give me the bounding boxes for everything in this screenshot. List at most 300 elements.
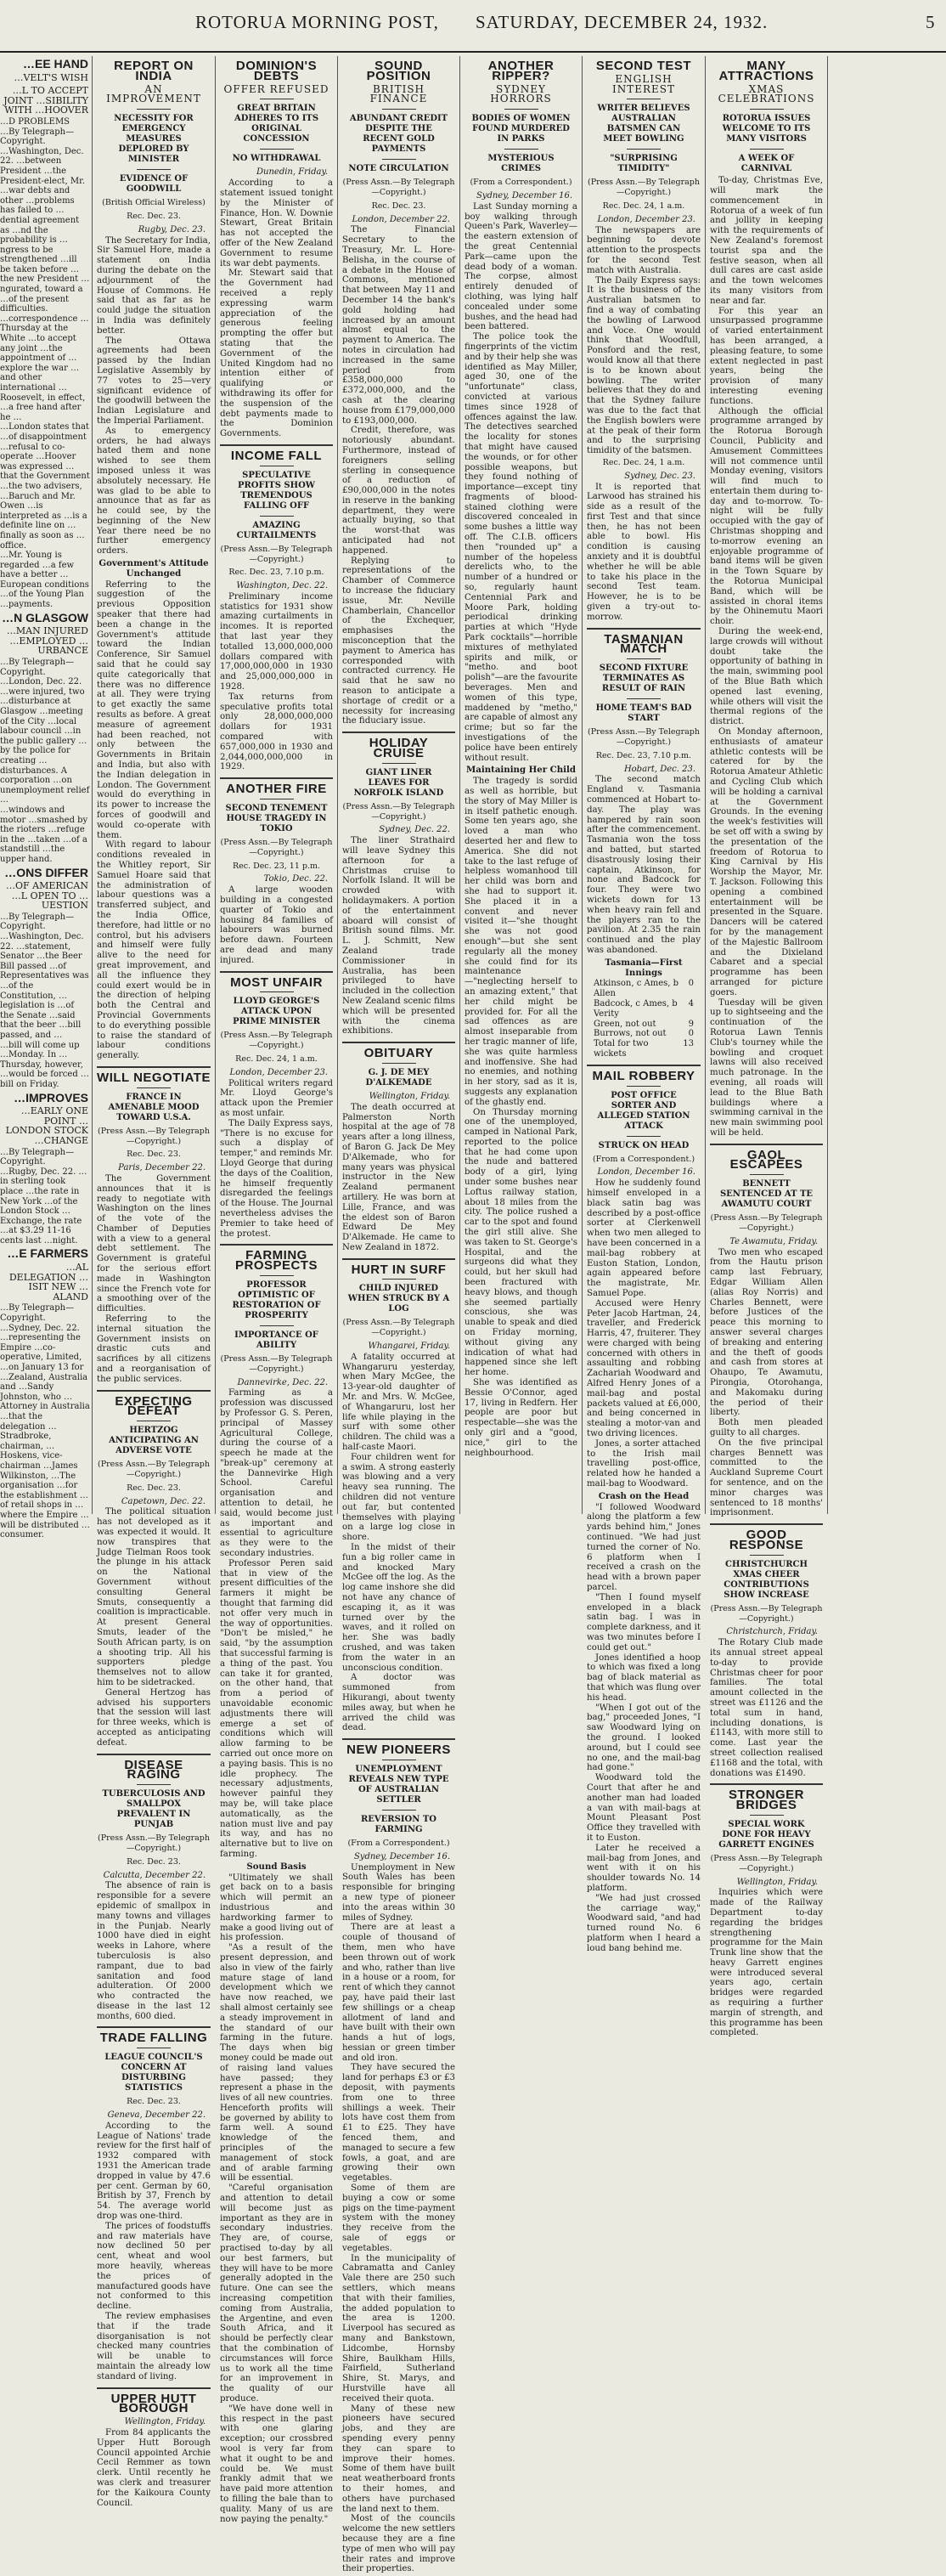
deck: NECESSITY FOR EMERGENCY MEASURES DEPLORED BY MINISTER [114,114,194,165]
fragment-paragraph: …By Telegraph—Copyright. [0,1147,75,1167]
deck: NOTE CIRCULATION [348,164,449,174]
received-time: Rec. Dec. 23, 7.10 p.m. [595,750,692,760]
paragraph: Credit, therefore, was notoriously abundant. Furthermore, instead of foreigners selling sterling in consequence of a reduction of £90,000,000 in the notes in reserve in the banking department, they were actually buying, so that the worst-that was anticipated had not happened. [342,426,455,556]
paragraph: The political situation has not developed as it was expected it would. It now transpires that Judge Tielman Roos took the plunge in his attack on the National Government without consulting General Smuts, consequently a coalition is impracticable. At present General Smuts, leader of the South African party, is on a shooting trip. All his supporters pledge themselves not to allow him to be sidetracked. [97,1507,211,1687]
paragraph: On Monday afternoon, enthusiasts of amateur athletic contests will be catered for by the Rotorua Amateur Athletic and Cycling Club which will be holding a carnival at the Government Grounds. In the evening the week's festivities will be set off with a swing by the presentation of the freedom of Rotorua to King Carnival by His Worship the Mayor, Mr. T. Jackson. Following this opening a combined entertainment will be presented in the Square. Dancers will be catered for by the management of the Majestic Ballroom and the Dixieland Cabaret and a special programme has been arranged for picture goers. [710,727,823,997]
paragraph: Jones identified a hoop to which was fixed a long bag of black material as that which was flung over his head. [587,1652,701,1703]
wire-credit: (Press Assn.—By Telegraph—Copyright.) [710,1213,823,1234]
masthead-date: SATURDAY, DECEMBER 24, 1932. [476,12,769,32]
paragraph: Referring to the suggestion of the previous Opposition speaker that there had been a change in the Government's attitude toward the Indian Conference, Sir Samuel said that he could say quite categorically that there was no difference at all. They were trying to get exactly the same results as before. A great measure of agreement had been reached, not only between the Governments in Britain and India, but also with the Indian delegation in London. The Government would do everything in its power to increase the forces of goodwill and would co-operate with them. [97,579,211,840]
wire-credit: (Press Assn.—By Telegraph—Copyright.) [342,801,455,822]
score-row [587,1029,701,1039]
subheadline: SYDNEY HORRORS [490,82,552,105]
fragment-paragraph: …Washington, Dec. 22. …statement, Senator …the Beer Bill passed …of Representatives was …of the Constitution, …legislation is …of the Senate …said that the beer …bill passed, and … [0,932,89,1040]
fragment-paragraph: …windows and motor …smashed by the rioters …refuge in the …taken …of a standstill …the upper hand. [0,805,88,864]
paragraph: Woodward told the Court that after he and another man had loaded a van with mail-bags at Mount Pleasant Post Office they travelled with it to Euston. [587,1773,701,1843]
deck: CHRISTCHURCH XMAS CHEER CONTRIBUTIONS SHOW INCREASE [724,1559,809,1600]
paragraph: It is reported that Larwood has strained his side as a result of the first Test and that since then, he has not been able to bowl. His condition is causing anxiety and it is doubtful whether he will be able to take his place in the second Test team. However, he is to be given a try-out to-morrow. [587,482,701,622]
article [217,444,336,774]
fragment-headline: …ONS DIFFER [4,865,88,879]
score-total [587,1039,701,1059]
deck: PROFESSOR OPTIMISTIC OF RESTORATION OF PROSPERITY [232,1280,321,1320]
article-body [342,1103,455,1253]
fragment-paragraph: …correspondence …Thursday at the White …to accept any joint …the appointment of …explore the war …and other international …Roosevelt, in effect, …a free hand after he … [0,314,89,422]
article-body [587,226,701,456]
deck: REVERSION TO FARMING [360,1814,436,1834]
deck-rule [137,169,171,170]
deck: BODIES OF WOMEN FOUND MURDERED IN PARKS [471,114,571,144]
article-body [587,1503,701,1954]
wire-credit: (Press Assn.—By Telegraph—Copyright.) [710,1853,823,1873]
article [707,1783,826,2040]
deck: CHILD INJURED WHEN STRUCK BY A LOG [347,1284,450,1314]
fragment-paragraph: …By Telegraph—Copyright. [0,658,75,677]
article [707,1523,826,1780]
deck-rule [382,1279,416,1280]
fragment-paragraph: …Mr. Young is regarded …a few have a better …European conditions …of the Young Plan …payments. [0,551,89,610]
deck: LEAGUE COUNCIL'S CONCERN AT DISTURBING STATISTICS [104,2053,203,2093]
fragment-deck: …L TO ACCEPT JOINT …SIBILITY WITH …HOOVER [3,85,88,116]
article [339,732,459,1038]
article [217,971,336,1241]
paragraph: Referring to the internal situation the Government insists on drastic cuts and sacrifices by all citizens and a reorganisation of the public services. [97,1314,211,1384]
deck-rule [750,149,784,150]
deck: LLOYD GEORGE'S ATTACK UPON PRIME MINISTER [233,997,320,1027]
article-body [465,777,577,1458]
headline: INCOME FALL [230,448,323,463]
deck: SPECIAL WORK DONE FOR HEAVY GARRETT ENGINES [718,1819,814,1850]
wire-credit: (Press Assn.—By Telegraph—Copyright.) [97,1833,211,1853]
fragment-headline: …IMPROVES [14,1090,88,1104]
paragraph: Accused were Henry Peter Jacob Hartman, 24, traveller, and Frederick Harris, 47, fruiterer. They were charged with being concerned with others in assaulting and robbing Zachariah Woodward and Alfred Henry Jones of a mail-bag and postal packets valued at £6,000, and being concerned in stealing a motor-van and two driving licences. [587,1298,701,1439]
total-runs: 13 [683,1039,694,1049]
dateline: London, December 22. [352,214,450,224]
deck: EVIDENCE OF GOODWILL [119,174,189,195]
deck-rule [750,1555,784,1556]
paragraph: "When I got out of the bag," proceeded Jones, "I saw Woodward lying on the ground. I looked around, but I could see no one, and the mail-bag had gone." [587,1703,701,1773]
fragment-paragraph: …Rugby, Dec. 22. …in sterling took place …the rate in New York …of the London Stock …Exchange, the rate …at $3.29 11-16 cents last …night. [0,1167,87,1246]
article [93,2026,214,2383]
article-body [97,2428,211,2508]
fragment-paragraph: …By Telegraph—Copyright. [0,1303,75,1324]
article [339,1738,459,2576]
headline: GAOL ESCAPEES [729,1147,803,1172]
paragraph: Although the official programme arranged by the Rotorua Borough Council, Publicity and Amusement Committees will not commence until Monday evening, visitors will find much to entertain them during to-day and to-morrow. To-night will be fully occupied with the gay of Christmas shopping and to-morrow evening an enjoyable programme of band items will be given in the Town Square by the Rotorua Municipal Band, which will be assisted in choral items by the Ohinemutu Maori choir. [710,406,823,627]
wire-credit: (From a Correspondent.) [347,1838,450,1848]
deck-rule [137,109,171,110]
fragment-article [0,610,90,865]
paragraph: Unemployment in New South Wales has been responsible for bringing a new type of pioneer into the areas within 30 miles of Sydney. [342,1862,455,1923]
article-body [220,178,333,439]
paragraph: The tragedy is sordid as well as horrible, but the story of May Miller is in itself pathetic enough. Some ten years ago, she loved a man who deserted her and flew to America. She did not take to the last refuge of helpless womanhood till her child was born and she had to support it. She placed it in a convent and never visited it—"she thought she was not good enough"—but she sent regularly all the money she could find for its maintenance—"neglecting herself to an amazing extent," that her child might be provided for. For all the sad offences as are almost inseparable from her tragic manner of life, she was quite harmless and inoffensive. She had no enemies, and nothing in her story, sad as it is, suggests any explanation of the ghastly end. [465,777,577,1107]
paragraph: According to the League of Nations' trade review for the first half of 1932 compared with 1931 the American trade dropped in value by 47.6 per cent. German by 60, British by 37, French by 54. The average world drop was one-third. [97,2121,211,2222]
paragraph: She was identified as Bessie O'Connor, aged 17, living in Redfern. Her people are poor but respectable—she was the only girl and a "good, nice," girl to the neighbourhood. [465,1378,577,1458]
crosshead: Sound Basis [246,1861,307,1872]
masthead [0,0,946,51]
paragraph: How he suddenly found himself enveloped in a black satin bag was described by a post-office sorter at Clerkenwell when two men alleged to have been concerned in a mail-bag robbery at Euston Station, London, again appeared before the magistrate, Mr. Samuel Pope. [587,1178,701,1298]
received-time: Rec. Dec. 24, 1 a.m. [602,457,685,467]
deck-rule [260,1275,294,1276]
wire-credit: (Press Assn.—By Telegraph—Copyright.) [220,1031,333,1051]
article-body [220,1873,333,2525]
headline: SECOND TEST [595,59,692,73]
deck-rule [382,763,416,764]
deck: HOME TEAM'S BAD START [595,703,692,724]
article [93,56,214,1063]
paragraph: The Daily Express says: It is the business of the Australian batsmen to find a way of combating the bowling of Larwood and Voce. One would think that Woodfull, Ponsford and the rest, would know all that there is to be known about bowling. The writer believes that they do and that the Sydney failure was due to the fact that the English bowlers were at the peak of their form and to the surprising timidity of the batsmen. [587,275,701,456]
paragraph: During the week-end, large crowds will without doubt take the opportunity of bathing in the main, swimming pool of the Blue Bath which opened last evening, while others will visit the thermal regions of the district. [710,627,823,727]
dateline: Sydney, Dec. 23. [624,471,695,481]
wire-credit: (Press Assn.—By Telegraph—Copyright.) [342,1318,455,1338]
dateline: Wellington, Friday. [124,2417,206,2427]
crosshead: Crash on the Head [598,1490,690,1501]
paragraph: The Daily Express says, "There is no excuse for such a display of temper," and reminds Mr. Lloyd George that during the days of the Coalition, he himself frequently disregarded the feelings of the House. The Journal nevertheless advises the Premier to take heed of the protest. [220,1118,333,1239]
headline: WILL NEGOTIATE [97,1070,211,1085]
subheadline: XMAS CELEBRATIONS [718,82,815,105]
subheadline: AN IMPROVEMENT [106,82,201,105]
paragraph: Inquiries which were made of the Railway Department to-day regarding the bridges strengthening programme for the Main Trunk line show that the heavy Garrett engines were introduced several years ago, certain bridges were regarded as requiring a further margin of strength, and this programme has been completed. [710,1888,823,2038]
paragraph: "We had just crossed the carriage way," Woodward said, "and had turned round No. 6 platform when I heard a loud bang behind me. [587,1893,701,1953]
paragraph: In the municipality of Cabramatta and Canley Vale there are 250 such settlers, which means that with their families, the added population to the area is 1200. Liverpool has secured as many and Bankstown, Lidcombe, Hornsby Shire, Baulkham Hills, Fairfield, Sutherland Shire, St. Marys, and Hurstville have all received their quota. [342,2253,455,2404]
paragraph: Tuesday will be given up to sightseeing and the continuation of the Rotorua Lawn Tennis Club's tourney while the bowling and croquet lawns will also received much patronage. In the evening, all roads will lead to the Blue Bath buildings where a swimming carnival in the new main swimming pool will be held. [710,997,823,1138]
paragraph: They have secured the land for perhaps £3 or £3 deposit, with payments from one to three shillings a week. Their lots have cost them from £1 to £25. They have fenced them, and managed to secure a few fowls, a goat, and are growing their own vegetables. [342,2063,455,2183]
paragraph: The police took the fingerprints of the victim and by their help she was identified as May Miller, aged 30, one of the "unfortunate" class, convicted at various times since 1928 of offences against the law. The detectives searched the locality for stones that might have caused the wounds, or for other possible weapons, but they found nothing of importance—except tiny fragments of blood-stained clothing were discovered concealed in some bushes a little way off. The C.I.B. officers then "rounded up" a number of the hopeless derelicts who, to the number of a hundred or so, regularly haunt Centennial Park and Moore Park, holding periodical drinking parties at which "Hyde Park cocktails"—horrible mixtures of methylated spirits and milk, or "metho. and boot polish"—are the favourite beverages. Men and women of this type, maddened by "metho," are capable of almost any crime; but so far the investigations of the police have been entirely without result. [465,332,577,763]
paragraph: In the midst of their fun a big roller came in and knocked Mary McGee off the log. As the log came inshore she did not have any chance of escaping it, as it was turned over by the waves, and it rolled on her. She was badly crushed, and was taken from the water in an unconscious condition. [342,1543,455,1673]
article [93,2387,214,2511]
batsman: Green, not out [594,1019,656,1029]
received-time: Rec. Dec. 24, 1 a.m. [235,1054,318,1064]
wire-credit: (Press Assn.—By Telegraph—Copyright.) [220,838,333,857]
score-row [587,1020,701,1030]
dateline: Paris, December 22. [118,1163,206,1173]
article-body [587,1178,701,1489]
column-1 [93,56,214,2508]
headline: UPPER HUTT BOROUGH [110,2391,197,2416]
article [583,628,704,1061]
article-body [342,1863,455,2575]
received-time: Rec. Dec. 23, 7.10 p.m. [228,568,324,578]
article [339,56,459,728]
deck-rule [260,149,294,150]
article-body [465,202,577,764]
article [583,1065,704,1956]
received-time: Rec. Dec. 23. [371,201,426,211]
total-label: Total for two wickets [594,1039,649,1059]
paragraph: To-day, Christmas Eve, will mark the commencement in Rotorua of a week of fun and jollity in keeping with the requirements of New Zealand's foremost tourist spa and the festive season, when all dull cares are cast aside and the town welcomes its many visitors from near and far. [710,176,823,306]
paragraph: The Ottawa agreements had been passed by the Indian Legislative Assembly by 77 votes to 25—very significant evidence of the goodwill between the Indian Legislature and the Imperial Parliament. [97,336,211,426]
deck: MYSTERIOUS CRIMES [487,154,555,174]
article-body [220,1388,333,1859]
dateline: Sydney, December 16. [353,1851,450,1861]
received-time: Rec. Dec. 23. [127,211,181,221]
batsman: Atkinson, c Ames, b Allen [594,979,679,999]
headline: NEW PIONEERS [346,1743,451,1758]
masthead-rule [0,51,946,53]
wire-credit: (Press Assn.—By Telegraph—Copyright.) [587,727,701,748]
crosshead: Government's Attitude Unchanged [99,558,209,579]
fragment-paragraph: …By Telegraph—Copyright. [0,127,75,147]
dateline: London, December 16. [597,1167,695,1178]
article-body [220,592,333,772]
deck: STRUCK ON HEAD [598,1140,690,1150]
wire-credit: (Press Assn.—By Telegraph—Copyright.) [710,1603,823,1624]
article [339,1042,459,1255]
article [707,1144,826,1521]
runs: 9 [688,1019,694,1029]
deck-rule [750,109,784,110]
deck: IMPORTANCE OF ABILITY [234,1330,318,1350]
paragraph: The second match England v. Tasmania commenced at Hobart to-day. The play was hampered by rain soon after the commencement. Tasmania won the toss and batted, but started disastrously losing their captain, Atkinson, for none and Badcock for four. They were two wickets down for 13 when heavy rain fell and the players ran to the pavilion. At 2.35 the rain continued and the play was abandoned. [587,775,701,955]
fragment-headline: …EE HAND [22,57,88,71]
article-body [97,2121,211,2382]
wire-credit: (Press Assn.—By Telegraph—Copyright.) [220,1353,333,1374]
headline: ANOTHER FIRE [226,782,327,797]
column-6 [707,56,826,2038]
column-3 [339,56,459,2574]
paragraph: The death occurred at Palmerston North hospital at the age of 78 years after a long illness, of Baron G. Jack De Mey D'Alkemade, who for many years was physical instructor in the New Zealand permanent artillery. He was born at Lille, France, and was the eldest son of Baron Edward De Mey D'Alkemade. He came to New Zealand in 1872. [342,1102,455,1252]
deck-rule [137,1784,171,1785]
paragraph: Political writers regard Mr. Lloyd George's attack upon the Premier as most unfair. [220,1078,333,1118]
deck-rule [627,1086,661,1087]
headline: OBITUARY [363,1046,434,1061]
paragraph: As to emergency orders, he had always hated them and none wished to see them imposed unless it was absolutely necessary. He was glad to be able to announce that as far as he could see, by the beginning of the New Year there need be no further emergency orders. [97,426,211,556]
deck-rule [504,109,538,110]
wire-credit: (Press Assn.—By Telegraph—Copyright.) [220,544,333,564]
paragraph: The newspapers are beginning to devote attention to the prospects for the second Test match with Australia. [587,225,701,275]
fragment-paragraph: …Washington, Dec. 22. …between President …the President-elect, Mr. …war debts and other …problems has failed to …dential agreement as …nd the probability is …ngress to be strengthened …ill be taken before …the new President …ngurated, toward a …of the present difficulties. [0,146,90,314]
dateline: Sydney, December 16. [476,190,572,201]
paragraph: "We have done well in this respect in the past with one glaring exception; our crossbred wool is very far from what it ought to be and could be. We must frankly admit that we have paid more attention to filling the bale than to quality. Many of us are now paying the penalty." [220,2404,333,2524]
score-row [587,979,701,999]
deck: A WEEK OF CARNIVAL [738,154,795,174]
fragment-article [0,865,90,1090]
wire-credit: (Press Assn.—By Telegraph—Copyright.) [342,178,455,197]
column-4 [461,56,581,1514]
deck-rule [627,149,661,150]
dateline: Geneva, December 22. [107,2110,206,2121]
deck-rule [382,109,416,110]
dateline: London, December 23. [597,214,695,224]
paragraph: Four children went for a swim. A strong easterly was blowing and a very heavy sea running. The children did not venture out far, but contented themselves with playing on a large log close in shore. [342,1452,455,1543]
score-row [587,999,701,1020]
deck-rule [260,516,294,517]
headline: SOUND POSITION [366,59,431,83]
article-body [342,225,455,726]
wire-credit: (Press Assn.—By Telegraph—Copyright.) [97,1460,211,1480]
paragraph: Jones, a sorter attached to the Irish mail travelling post-office, related how he handed a mail-bag to Woodward. [587,1438,701,1489]
deck-rule [260,1325,294,1326]
fragment-paragraph: …D PROBLEMS [0,116,70,127]
deck: HERTZOG ANTICIPATING AN ADVERSE VOTE [109,1426,199,1456]
received-time: Rec. Dec. 23, 11 p.m. [232,861,321,871]
deck-rule [382,1810,416,1811]
scorecard-title: Tasmania—First Innings [605,957,683,978]
paragraph: According to a statement issued tonight by the Minister of Finance, Hon. W. Downie Stewart, Great Britain has not accepted the offer of the New Zealand Government to resume its war debt payments. [220,178,333,268]
deck-rule [260,991,294,992]
deck: SPECULATIVE PROFITS SHOW TREMENDOUS FALLING OFF [237,470,316,511]
headline: DOMINION'S DEBTS [235,59,318,83]
article [217,1244,336,2526]
article-body [587,483,701,623]
headline: HURT IN SURF [351,1262,447,1277]
dateline: Capetown, Dec. 22. [121,1496,206,1506]
fragment-paragraph: …bill will come up …Monday. In …Thursday, however, …would be forced …bill on Friday. [0,1040,89,1089]
runs: 0 [688,1029,694,1039]
headline: TASMANIAN MATCH [604,631,684,657]
column-2 [217,56,336,2524]
article [583,56,704,624]
paragraph: A large wooden building in a congested quarter of Tokio and housing 84 families of labourers was burned before dawn. Fourteen are dead and many injured. [220,885,333,965]
dateline: Sydney, Dec. 22. [379,825,450,835]
paragraph: The Financial Secretary to the Treasury, Mr. L. Hore-Belisha, in the course of a debate in the House of Commons, mentioned that between May 11 and December 14 the bank's gold holding had increased by an amount almost equal to the payment to America. The notes in circulation had increased in the same period from £358,000,000 to £372,000,000, and the cash at the clearing house from £179,000,000 to £193,000,000. [342,225,455,426]
deck: NO WITHDRAWAL [232,154,321,164]
dateline: Whangarei, Friday. [368,1342,450,1352]
article-body [342,1353,455,1733]
paragraph: A doctor was summoned from Hikurangi, about twenty miles away, but when he arrived the child was dead. [342,1673,455,1733]
paragraph: From 84 applicants the Upper Hutt Borough Council appointed Archie Cecil Remmer as town clerk. Until recently he was clerk and treasurer for the Kaikoura County Council. [97,2427,211,2508]
paragraph: The Government announces that it is ready to negotiate with Washington on the lines of the vote of the Chamber of Deputies with a view to a general debt settlement. The Government is grateful for the serious effort made in Washington since the French vote for a smoothing over of the difficulties. [97,1173,211,1314]
paragraph: The prices of foodstuffs and raw materials have now declined 50 per cent, wheat and wool more heavily, whereas the prices of manufactured goods have not conformed to this decline. [97,2221,211,2312]
received-time: Rec. Dec. 24, 1 a.m. [602,201,685,211]
paragraph: Both men pleaded guilty to all charges. [710,1418,823,1438]
article-body [342,836,455,1037]
headline: TRADE FALLING [99,2031,208,2046]
received-time: Rec. Dec. 23. [127,1856,181,1867]
article-body [710,1638,823,1778]
article-body [97,236,211,557]
article [93,1754,214,2024]
wire-credit: (From a Correspondent.) [470,178,572,188]
fragment-paragraph: …Sydney, Dec. 22. …representing the Empire …co-operative, Limited, …on January 13 for …Zealand, Australia and …Sandy Johnston, who …Attorney in Australia …that the delegation …Stradbroke, chairman, …Hoskens, vice-chairman …James Wilkinston, …The organisation …for the establishment …of retail shops in …where the Empire …will be distributed …consumer. [0,1323,90,1540]
deck: FRANCE IN AMENABLE MOOD TOWARD U.S.A. [108,1092,200,1122]
fragment-paragraph: …By Telegraph—Copyright. [0,912,75,932]
paragraph: For this year an unsurpassed programme of varied entertainment has been arranged, a pleasing feature, to some extent neglected in past years, being the provision of many interesting evening functions. [710,306,823,406]
deck: G. J. DE MEY D'ALKEMADE [365,1067,432,1087]
article [461,56,581,1460]
deck: "SURPRISING TIMIDITY" [610,154,678,174]
paragraph: "I followed Woodward along the platform a few yards behind him," Jones continued. "We had just turned the corner of No. 6 platform when I received a crash on the head with a brown paper parcel. [587,1502,701,1593]
article [707,56,826,1140]
dateline: Christchurch, Friday. [726,1627,818,1637]
deck: GIANT LINER LEAVES FOR NORFOLK ISLAND [353,767,444,798]
batsman: Badcock, c Ames, b Verity [594,998,678,1019]
article-body [220,1079,333,1240]
article-body [97,1174,211,1385]
deck-rule [137,1087,171,1088]
headline: REPORT ON INDIA [114,59,194,83]
received-time: Rec. Dec. 23. [127,2097,181,2107]
fragment-paragraph: …London states that …of disappointment …refusal to co-operate …Hoover was expressed …that the Government …the two advisers, …Baruch and Mr. Owen …is interpreted as …is a definite line on …finally as soon as …office. [0,422,90,551]
deck: AMAZING CURTAILMENTS [236,520,317,540]
headline: GOOD RESPONSE [729,1528,804,1552]
runs: 4 [688,998,694,1008]
fragment-deck: …EARLY ONE POINT …LONDON STOCK …CHANGE [5,1105,88,1146]
paragraph: The Rotary Club made its annual street appeal to-day to provide Christmas cheer for poor families. The total amount collected in the street was £1126 and the total sum in hand, including donations, is £1143, with more still to come. Last year the street collection realised £1168 and the total, with donations was £1490. [710,1638,823,1778]
wire-credit: (Press Assn.—By Telegraph—Copyright.) [587,178,701,198]
paragraph: General Hertzog has advised his supporters that the session will last for three weeks, which is accepted as anticipating defeat. [97,1687,211,1748]
paragraph: Tax returns from speculative profits total only 28,000,000,000 dollars for 1931 compared with 657,000,000 in 1930 and 2,044,000,000,000 in 1929. [220,692,333,772]
paragraph: A fatality occurred at Whangaruru yesterday, when Mary McGee, the 13-year-old daughter of Mr. and Mrs. W. McGee, of Whangaruru, lost her life while playing in the surf with some other children. The child was a half-caste Maori. [342,1352,455,1453]
column-5 [583,56,704,1953]
dateline: Dannevirke, Dec. 22. [237,1377,328,1387]
article-body [710,1888,823,2038]
deck: SECOND FIXTURE TERMINATES AS RESULT OF RAIN [599,664,689,694]
paragraph: "Then I found myself enveloped in a black satin bag. I was in complete darkness, and it was two minutes before I could get out." [587,1592,701,1652]
article-body [220,885,333,965]
runs: 0 [688,979,694,989]
crosshead: Maintaining Her Child [465,765,577,776]
headline: FARMING PROSPECTS [234,1248,318,1274]
dateline: Wellington, Friday. [736,1877,818,1887]
deck-rule [382,159,416,160]
paragraph: Farming as a profession was discussed by Professor G. S. Peren, principal of Massey Agricultural College, during the course of a speech he made at the "break-up" ceremony at the Dannevirke High School. Careful organisation and attention to detail, he said, would become just as important and essential to agriculture as they were to the secondary industries. [220,1388,333,1559]
deck-rule [750,1815,784,1816]
fragment-article [0,1090,90,1246]
deck-rule [627,698,661,699]
paragraph: Preliminary income statistics for 1931 show amazing curtailments in incomes. It is reported that last year they totalled 13,000,000,000 dollars compared with 17,000,000,000 in 1930 and 25,000,000,000 in 1928. [220,591,333,692]
paragraph: "Careful organisation and attention to detail will become just as important as they are in secondary industries. They are, of course, practised to-day by all our best farmers, but they will have to be more generally adopted in the future. One can see the increasing competition coming from Australia, the Argentine, and even South Africa, and it should be perfectly clear that the combination of circumstances will force us to work all the time for an improvement in the quality of our produce. [220,2183,333,2404]
deck: BENNETT SENTENCED AT TE AWAMUTU COURT [719,1179,814,1210]
dateline: Wellington, Friday. [369,1091,450,1101]
article-body [97,580,211,1061]
paragraph: Mr. Stewart said that the Government had received a reply expressing warm appreciation of the generous feeling prompting the offer but stating that the Government of the United Kingdom had no intention either of qualifying or withdrawing its offer for the suspension of the debt payments made to the Dominion Governments. [220,268,333,439]
article-body [710,1248,823,1519]
fragment-deck: …MAN INJURED …EMPLOYED …URBANCE [6,625,88,657]
dateline: Rugby, Dec. 23. [138,224,206,234]
subheadline: ENGLISH INTEREST [611,72,676,95]
paragraph: On the five principal charges Bennett was committed to the Auckland Supreme Court for sentence, and on the minor charges was sentenced to 18 months' imprisonment. [710,1438,823,1518]
paragraph: Most of the councils welcome the new settlers because they are a fine type of men who will pay their rates and improve their properties. [342,2514,455,2574]
fragment-paragraph: …London, Dec. 22. …were injured, two …disturbance at Glasgow …meeting of the City …local labour council …in the public gallery …by the police for creating …disturbances. A corporation …on unemployment relief … [0,677,90,805]
subheadline: BRITISH FINANCE [369,82,428,105]
paragraph: Many of these new pioneers have secured jobs, and they are spending every penny they can spare to improve their homes. Some of them have built neat weatherboard fronts to their homes, and others have purchased the land next to them. [342,2404,455,2514]
paragraph: "Ultimately we shall get back on to a basis which will permit an industrious and hardworking farmer to make a good living out of his profession. [220,1873,333,1943]
fragment-article [0,56,90,610]
wire-credit: (British Official Wireless) [102,198,206,208]
paragraph: Some of them are buying a cow or some pigs on the time-payment system with the money they receive from the sale of eggs or vegetables. [342,2183,455,2253]
masthead-title: ROTORUA MORNING POST, [195,12,439,32]
headline: DISEASE RAGING [124,1757,183,1782]
headline: HOLIDAY CRUISE [369,736,429,761]
scorecard [587,979,701,1059]
fragment-deck: …OF AMERICAN …L OPEN TO …UESTION [6,880,88,912]
paragraph: The review emphasises that if the trade disorganisation is not checked many countries will be unable to maintain the already low standard of living. [97,2312,211,2381]
paragraph: Later he received a mail-bag from Jones, and went with it on his shoulder towards No. 14 platform. [587,1843,701,1893]
headline: MANY ATTRACTIONS [718,59,814,83]
dateline: London, December 23. [229,1067,328,1077]
fragment-headline: …N GLASGOW [2,610,88,624]
article-body [710,176,823,1138]
deck-rule [504,149,538,150]
deck: WRITER BELIEVES AUSTRALIAN BATSMEN CAN MEET BOWLING [597,104,690,144]
paragraph: With regard to labour conditions revealed in the Whitley report, Sir Samuel Hoare said that the administration of labour questions was a transferred subject, and the India Office, therefore, had little or no control, but his advisers and himself were fully alive to the need for great improvement, and all the influence they could exert would be in the direction of helping both the Central and Provincial Governments to do everything possible to raise the standard of labour conditions generally. [97,840,211,1061]
fragment-article [0,1246,90,1539]
received-time: Rec. Dec. 23. [127,1483,181,1493]
dateline: Tokio, Dec. 22. [263,874,328,884]
article [93,1066,214,1387]
headline: STRONGER BRIDGES [728,1788,804,1813]
dateline: Hobart, Dec. 23. [623,764,695,774]
paragraph: There are at least a couple of thousand of them, men who have been thrown out of work and who, rather than live in a house or a room, for rent of which they cannot pay, have paid their last few shillings or a cheap allotment of land and have built with their own hands a hut of logs, hessian or green timber and old iron. [342,1923,455,2063]
dateline: Washington, Dec. 22. [236,581,328,591]
deck-rule [750,1174,784,1175]
dateline: Te Awamutu, Friday. [729,1236,818,1246]
headline: MOST UNFAIR [230,974,323,990]
dateline: Dunedin, Friday. [256,167,328,178]
article-body [97,1881,211,2021]
headline: MAIL ROBBERY [592,1068,695,1083]
fragment-subheadline: …VELT'S WISH [14,71,88,83]
